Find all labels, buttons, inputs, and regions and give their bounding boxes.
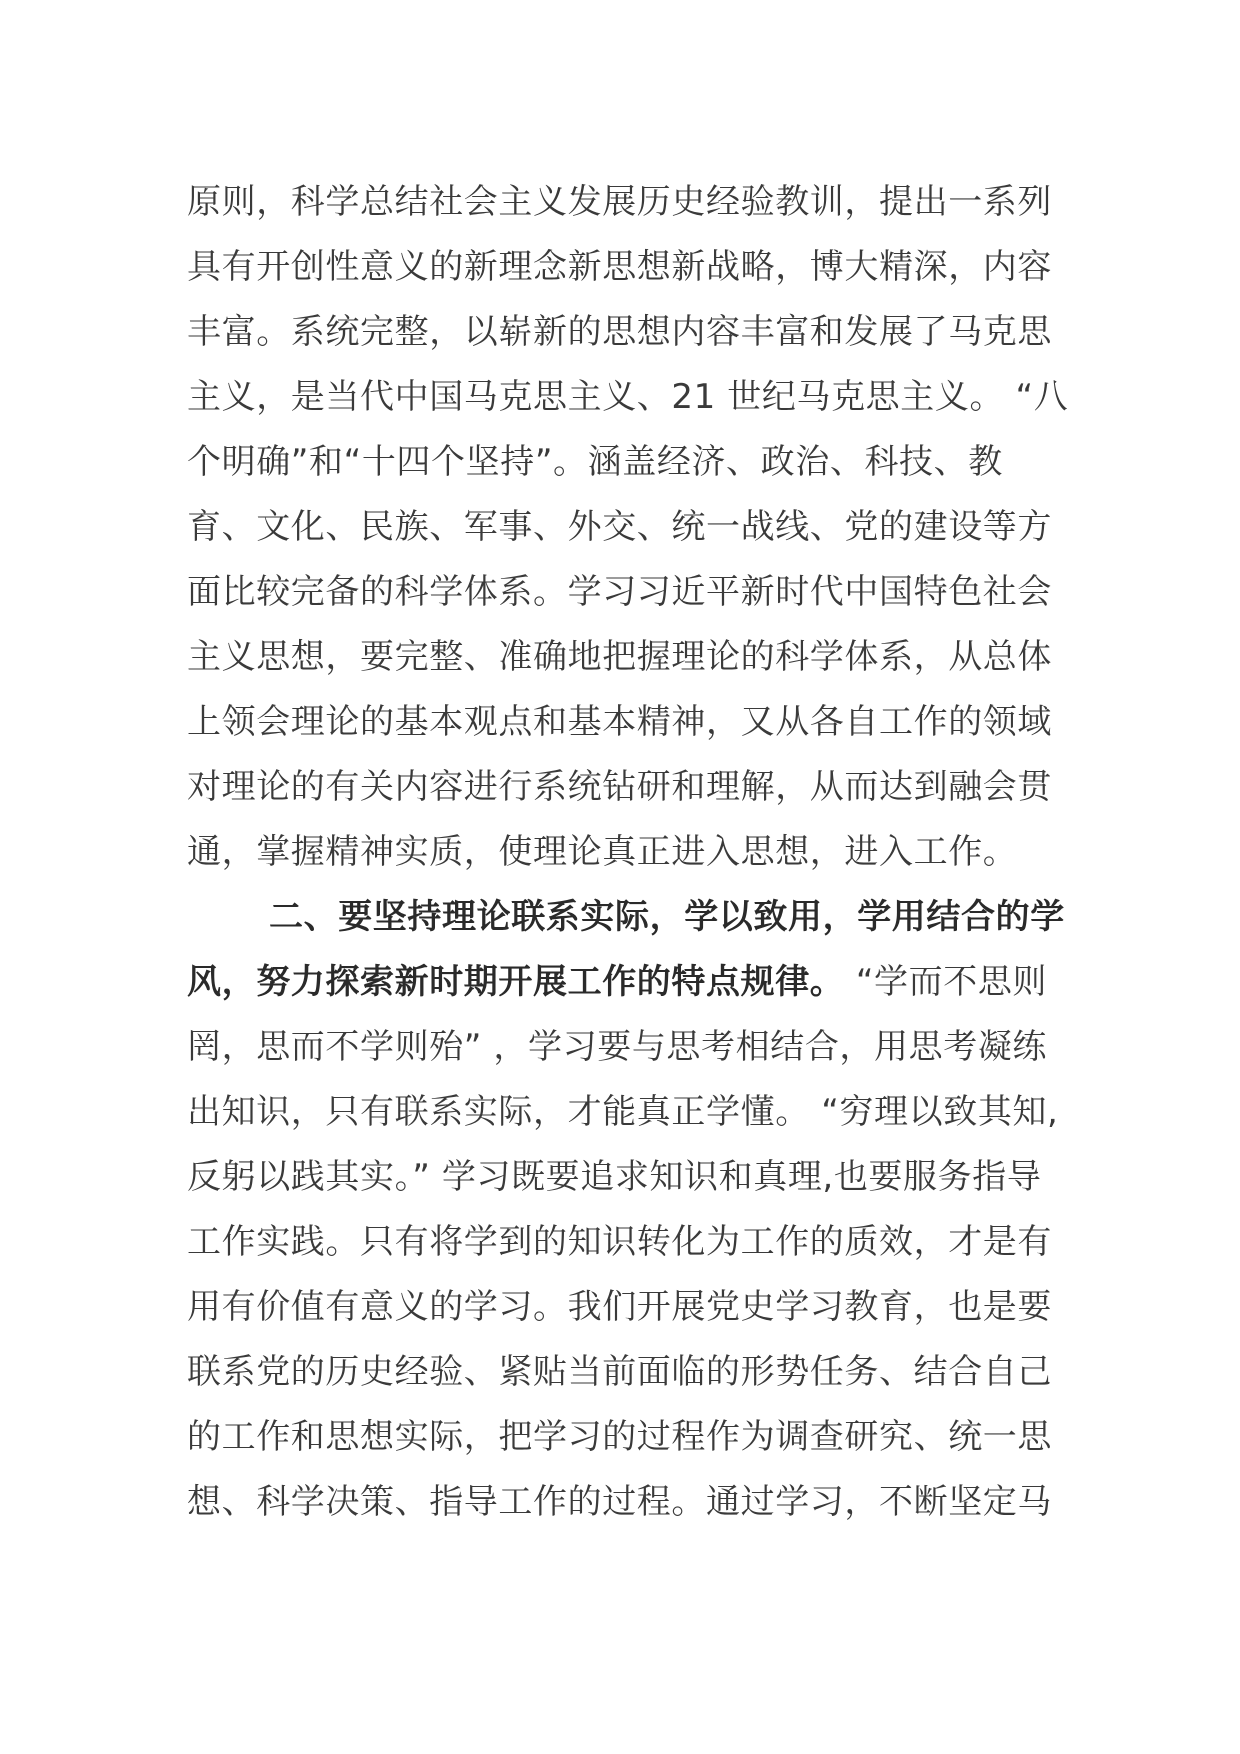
text-line: 丰富。系统完整，以崭新的思想内容丰富和发展了马克思: [187, 312, 1052, 352]
text-line: 主义思想，要完整、准确地把握理论的科学体系，从总体: [187, 637, 1052, 677]
text-line: 出知识，只有联系实际，才能真正学懂。 “穷理以致其知,: [187, 1092, 1059, 1132]
text-line: 联系党的历史经验、紧贴当前面临的形势任务、结合自己: [187, 1352, 1052, 1392]
text-line: 主义，是当代中国马克思主义、21 世纪马克思主义。 “八: [187, 377, 1069, 417]
quote-start: “学而不思则: [844, 962, 1048, 1002]
section-heading: 二、要坚持理论联系实际，学以致用，学用结合的学: [269, 897, 1065, 937]
text-line: 对理论的有关内容进行系统钻研和理解，从而达到融会贯: [187, 767, 1052, 807]
text-line: 个明确”和“十四个坚持”。涵盖经济、政治、科技、教: [187, 442, 1003, 482]
text-line: 工作实践。只有将学到的知识转化为工作的质效，才是有: [187, 1222, 1052, 1262]
text-line: 具有开创性意义的新理念新思想新战略，博大精深，内容: [187, 247, 1052, 287]
text-line: 育、文化、民族、军事、外交、统一战线、党的建设等方: [187, 507, 1052, 547]
section-heading-continued: [187, 950, 1067, 1015]
text-line: 用有价值有意义的学习。我们开展党史学习教育，也是要: [187, 1287, 1052, 1327]
text-line: 罔，思而不学则殆” ，学习要与思考相结合，用思考凝练: [187, 1027, 1048, 1067]
text-line: 上领会理论的基本观点和基本精神，又从各自工作的领域: [187, 702, 1052, 742]
body-text: [187, 170, 1067, 1535]
text-line: 通，掌握精神实质，使理论真正进入思想，进入工作。: [187, 832, 1018, 872]
text-line: 原则，科学总结社会主义发展历史经验教训，提出一系列: [187, 182, 1052, 222]
text-line: 的工作和思想实际，把学习的过程作为调查研究、统一思: [187, 1417, 1052, 1457]
text-line: 面比较完备的科学体系。学习习近平新时代中国特色社会: [187, 572, 1052, 612]
text-line: 想、科学决策、指导工作的过程。通过学习，不断坚定马: [187, 1482, 1052, 1522]
text-line: 反躬以践其实。” 学习既要追求知识和真理,也要服务指导: [187, 1157, 1042, 1197]
section-heading-tail: 风，努力探索新时期开展工作的特点规律。: [187, 962, 845, 1002]
